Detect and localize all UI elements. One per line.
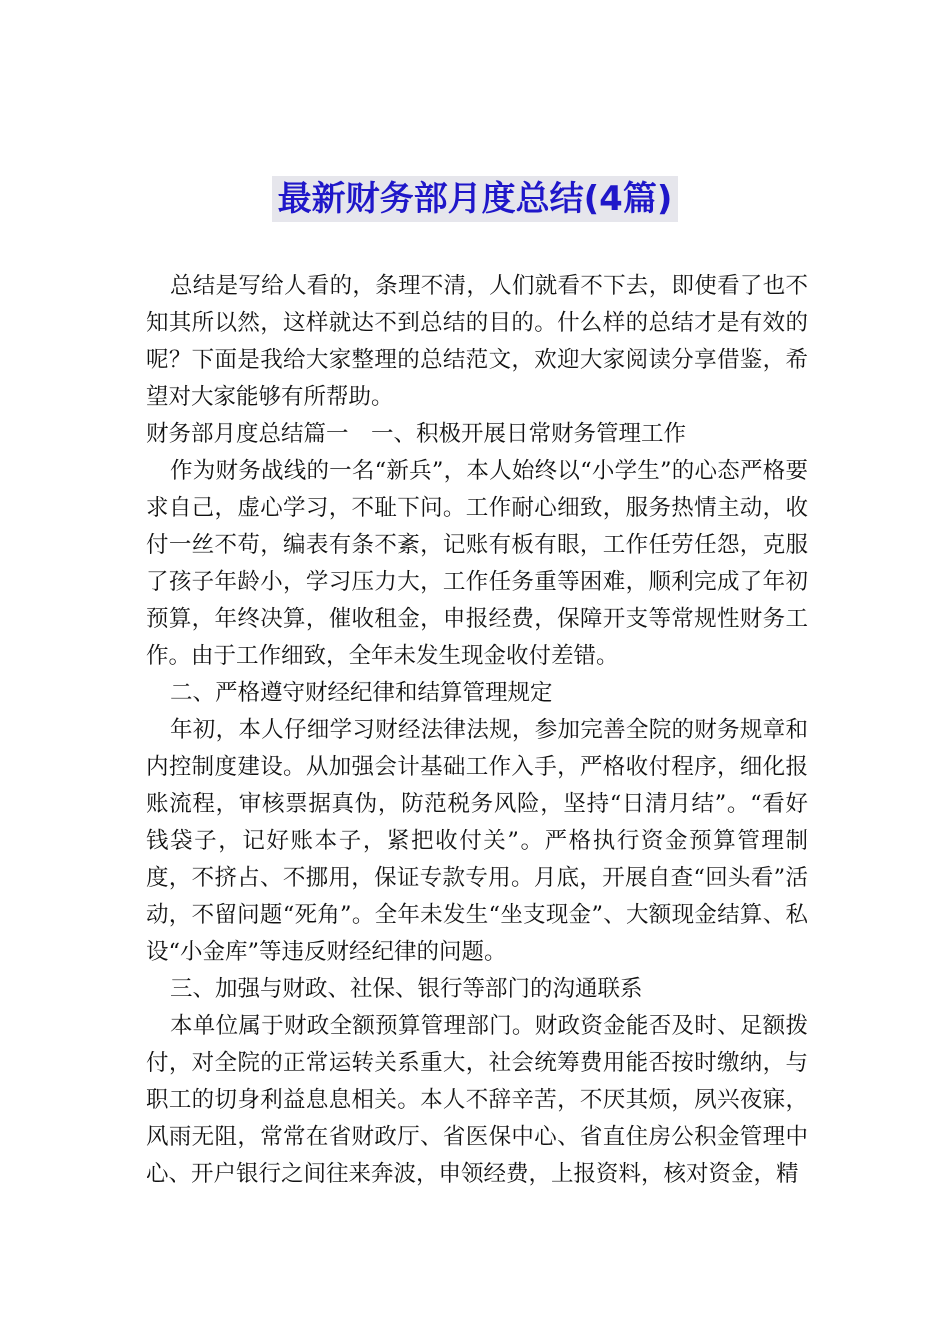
document-body bbox=[146, 268, 808, 1193]
section-heading: 三、加强与财政、社保、银行等部门的沟通联系 bbox=[170, 976, 643, 1002]
paragraph: 财务部月度总结篇一 一、积极开展日常财务管理工作 bbox=[146, 421, 687, 447]
paragraph: 总结是写给人看的，条理不清，人们就看不下去，即使看了也不知其所以然，这样就达不到总结的目的。什么样的总结才是有效的呢？下面是我给大家整理的总结范文，欢迎大家阅读分享借鉴，希望对大家能够有所帮助。 bbox=[146, 273, 808, 410]
paragraph: 作为财务战线的一名“新兵”，本人始终以“小学生”的心态严格要求自己，虚心学习，不耻下问。工作耐心细致，服务热情主动，收付一丝不苟，编表有条不紊，记账有板有眼，工作任劳任怨，克服了孩子年龄小，学习压力大，工作任务重等困难，顺利完成了年初预算，年终决算，催收租金，申报经费，保障开支等常规性财务工作。由于工作细致，全年未发生现金收付差错。 bbox=[146, 458, 808, 669]
paragraph: 年初，本人仔细学习财经法律法规，参加完善全院的财务规章和内控制度建设。从加强会计基础工作入手，严格收付程序，细化报账流程，审核票据真伪，防范税务风险，坚持“日清月结”。“看好钱袋子，记好账本子，紧把收付关”。严格执行资金预算管理制度，不挤占、不挪用，保证专款专用。月底，开展自查“回头看”活动，不留问题“死角”。全年未发生“坐支现金”、大额现金结算、私设“小金库”等违反财经纪律的问题。 bbox=[146, 717, 808, 965]
section-heading: 二、严格遵守财经纪律和结算管理规定 bbox=[170, 680, 553, 706]
document-title: 最新财务部月度总结(4篇) bbox=[272, 176, 679, 222]
paragraph: 本单位属于财政全额预算管理部门。财政资金能否及时、足额拨付，对全院的正常运转关系重大，社会统筹费用能否按时缴纳，与职工的切身利益息息相关。本人不辞辛苦，不厌其烦，夙兴夜寐，风雨无阻，常常在省财政厅、省医保中心、省直住房公积金管理中心、开户银行之间往来奔波，申领经费，上报资料，核对资金，精 bbox=[146, 1013, 808, 1187]
title-container bbox=[0, 176, 950, 222]
